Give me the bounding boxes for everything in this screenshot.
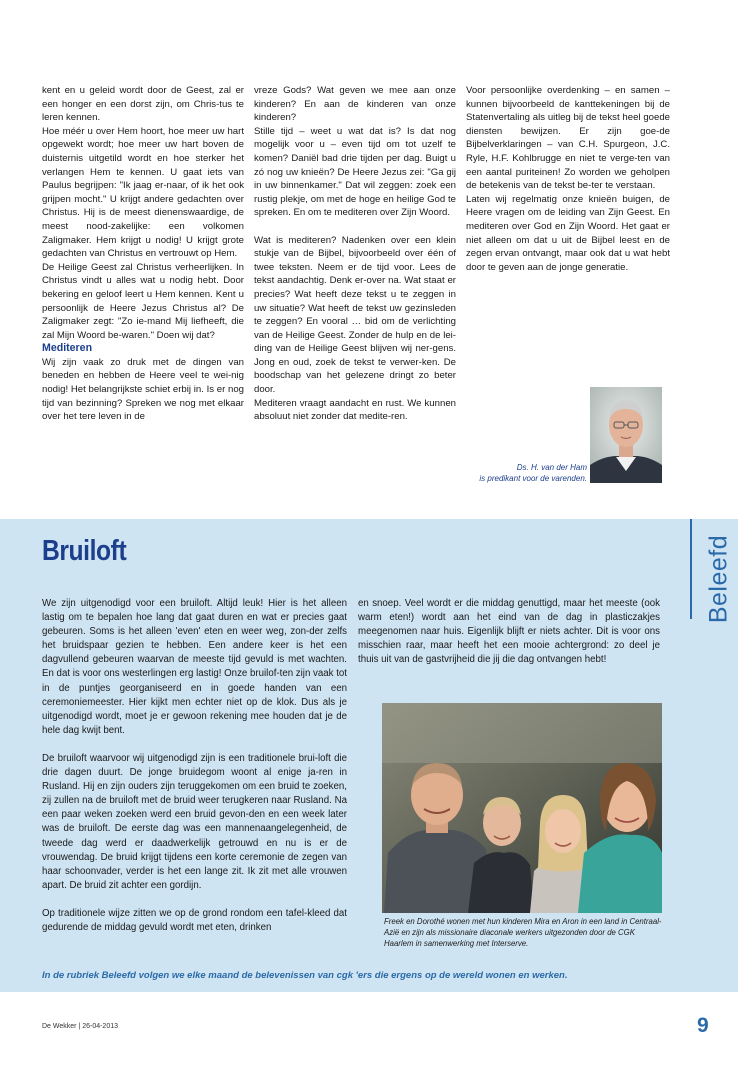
section-label-text: Beleefd (704, 534, 733, 624)
section-label (700, 519, 738, 639)
bruiloft-column-left (42, 597, 347, 949)
author-name: Ds. H. van der Ham (516, 463, 587, 472)
photo-caption: Freek en Dorothé wonen met hun kinderen Mira en Aron in een land in Centraal-Azië en zijn als missionaire diaconale werkers uitgezonden door de CGK Haarlem in samenwerking met Interserve. (384, 917, 662, 949)
family-photo (382, 703, 662, 913)
paragraph: Wat is mediteren? Nadenken over een klein stukje van de Bijbel, bijvoorbeeld over één of twee teksten. Neem er de tijd voor. Lees de tekst aandachtig. Denk er-over na. Wat staat er precies? Wat heeft deze tekst u te zeggen in uw situatie? Wat heeft de tekst uw gezinsleden te zeggen? En vooral … bid om de verlichting van de Heilige Geest. Zonder de hulp en de lei-ding van de Heilige Geest blijven wij ner-gens. Jong en oud, zoek de tekst te verwer-ken. De boodschap van het gelezene dringt zo beter door. (254, 234, 456, 396)
page-number: 9 (697, 1014, 709, 1037)
author-role: is predikant voor de varenden. (479, 474, 587, 483)
paragraph: De Heilige Geest zal Christus verheerlijken. In Christus vindt u alles wat u nodig hebt. Door bekering en geloof leert u Hem kennen. Kent u persoonlijk de Heere Jezus Christus al? De Zaligmaker zegt: "Zo ie-mand Mij liefheeft, die zal Mijn Woord be-waren." Doen wij dat? (42, 261, 244, 341)
rubriek-note: In de rubriek Beleefd volgen we elke maand de belevenissen van cgk 'ers die ergens op de wereld wonen en werken. (42, 970, 568, 981)
author-portrait (590, 387, 662, 483)
paragraph: De bruiloft waarvoor wij uitgenodigd zijn is een traditionele brui-loft die drie dagen duurt. De jonge bruidegom woont al enige ja-ren in Rusland. Hij en zijn ouders zijn teruggekomen om een bruid te zoeken, zij zullen na de bruiloft met de bruid weer terugkeren naar Rusland. Na een paar weken zoeken werd een bruid gevon-den en een week later was de bruiloft. De eerste dag was een mannenaangelegenheid, de tweede dag werd er daadwerkelijk getrouwd en nu is er de vrouwendag. De bruid krijgt tijdens een korte ceremonie de zegen van haar schoonvader, verder is het een lange zit. Ik zit met alle vrouwen apart. De bruid zit achter een gordijn. (42, 752, 347, 891)
bruiloft-column-right (358, 597, 660, 681)
paragraph: Op traditionele wijze zitten we op de grond rondom een tafel-kleed dat gedurende de middag gevuld wordt met eten, drinken (42, 907, 347, 933)
paragraph: vreze Gods? Wat geven we mee aan onze kinderen? En aan de kinderen van onze kinderen? (254, 85, 456, 124)
paragraph: Mediteren vraagt aandacht en rust. We kunnen absoluut niet zonder dat medite-ren. (254, 397, 456, 423)
paragraph: Stille tijd – weet u wat dat is? Is dat nog mogelijk voor u – even tijd om tot uzelf te komen? Daniël bad drie tijden per dag. Buigt u zó nog uw knieën? De Heere Jezus zei: "Ga gij in uw binnenkamer." Dat wil zeggen: zoek een rustig plekje, om met de hoge en heilige God te spreken. En om te mediteren over Zijn Woord. (254, 125, 456, 219)
article-column-2 (254, 84, 456, 424)
article-column-1 (42, 84, 244, 424)
subheading-mediteren: Mediteren (42, 342, 93, 355)
paragraph: kent en u geleid wordt door de Geest, zal er een honger en een dorst zijn, om Chris-tus te leren kennen. (42, 85, 244, 124)
article-column-3 (466, 84, 670, 274)
paragraph: Laten wij regelmatig onze knieën buigen, de Heere vragen om de leiding van Zijn Geest. En mediteren over God en Zijn Woord. Het gaat er niet alleen om dat u uit de Bijbel leest en de zegen ervan ontvangt, maar ook dat u wat hebt door te geven aan de jonge generatie. (466, 193, 670, 273)
section-divider (690, 519, 692, 619)
paragraph: Hoe méér u over Hem hoort, hoe meer uw hart opgewekt wordt; hoe meer uw hart boven de duisternis uitgetild wordt en hoe sterker het verlangen Hem te kennen. U gaat iets van Paulus begrijpen: "Ik jaag er-naar, of ik het ook grijpen mocht." U krijgt andere gedachten over Christus. Hij is de meest dienenswaardige, de meest nood-zakelijke: een volkomen Zaligmaker. Hem krijgt u nodig! U krijgt grote gedachten van Christus en vertrouwt op Hem. (42, 125, 244, 260)
paragraph: We zijn uitgenodigd voor een bruiloft. Altijd leuk! Hier is het alleen lastig om te bepalen hoe lang dat gaat duren en wat er precies gaat gebeuren. Soms is het alleen 'even' eten en weer weg, zon-der zelfs het bruidspaar gezien te hebben. Een andere keer is het een dagvullend gebeuren waarvan de meeste tijd gevuld is met wachten. En dat is voor ons westerlingen erg lastig! Onze bruilof-ten zijn vaak tot in de puntjes georganiseerd en in goede handen van een ceremoniemeester. Hier kijkt men echter niet op de klok. Dus als je uitgenodigd wordt, moet je er gewoon rekening mee houden dat je de hele dag kwijt bent. (42, 598, 347, 736)
article-title: Bruiloft (42, 535, 127, 567)
paragraph: Wij zijn vaak zo druk met de dingen van beneden en hebben de Heere veel te wei-nig nodig! Het belangrijkste schiet erbij in. Is er nog tijd van bezinning? Spreken we nog met elkaar over het tere leven in de (42, 356, 244, 423)
paragraph: Voor persoonlijke overdenking – en samen – kunnen bijvoorbeeld de kanttekeningen bij de Statenvertaling als uitleg bij de tekst heel goede diensten bewijzen. Er zijn goe-de Bijbelverklaringen – van C.H. Spurgeon, J.C. Ryle, H.F. Kohlbrugge en niet te verge-ten van een aantal puriteinen! Zo worden we geholpen de betekenis van de tekst be-ter te verstaan. (466, 85, 670, 192)
author-caption (450, 462, 587, 484)
footer-publication: De Wekker | 26-04-2013 (42, 1023, 119, 1030)
paragraph: en snoep. Veel wordt er die middag genuttigd, maar het meeste (ook warm eten!) wordt aan het eind van de dag in plasticzakjes meegenomen naar huis. Eigenlijk blijft er niets achter. Dit is voor ons misschien raar, maar heeft het een mooie achtergrond: zo deel je thuis uit van de gastvrijheid die jij die dag ontvangen hebt! (358, 598, 660, 666)
